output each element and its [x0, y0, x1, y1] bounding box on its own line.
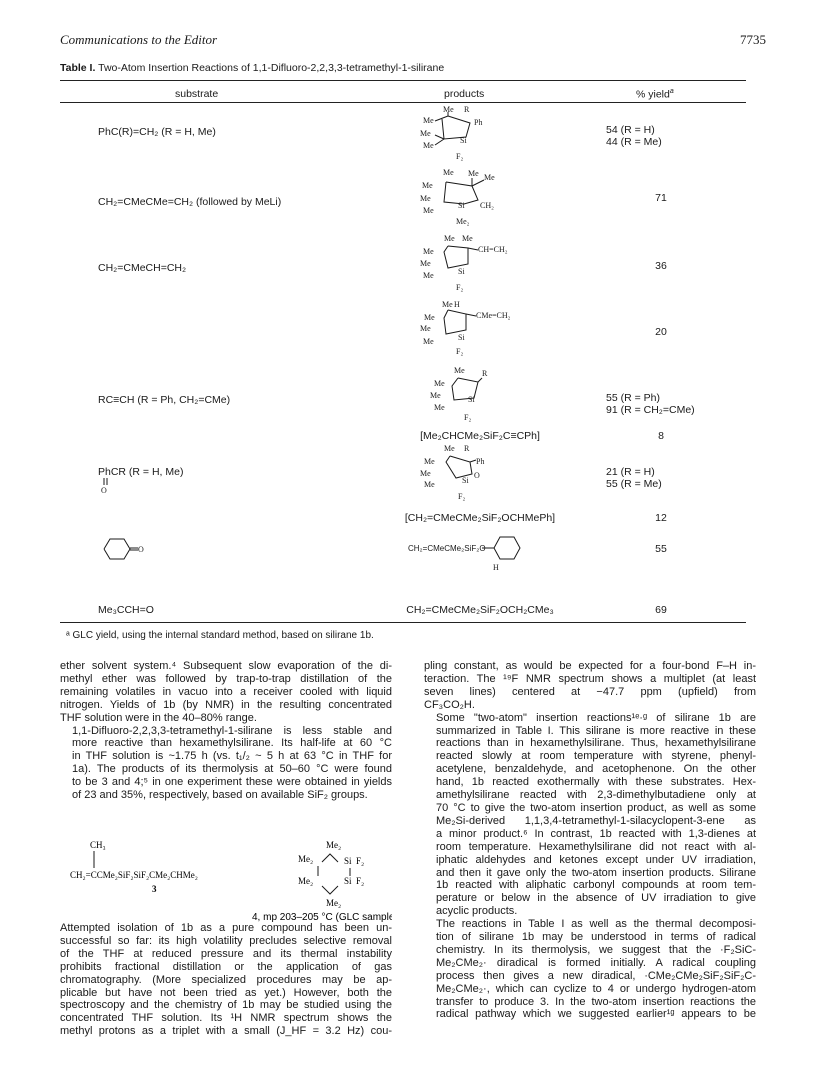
svg-text:Me: Me [442, 300, 453, 309]
svg-text:Ph: Ph [474, 118, 483, 127]
yield-row-4: 20 [655, 326, 667, 338]
product-structure-row-3 [420, 232, 540, 294]
yield-row-6: 8 [658, 430, 664, 442]
svg-text:F₂: F₂ [456, 152, 464, 161]
svg-text:CH₂=CCMe₂SiF₂SiF₂CMe₂CHMe₂: CH₂=CCMe₂SiF₂SiF₂CMe₂CHMe₂ [70, 870, 198, 880]
svg-text:Me: Me [424, 480, 435, 489]
left-column [60, 660, 392, 802]
svg-text:Ph: Ph [476, 457, 485, 466]
header-yield: % yield$^a$ [636, 88, 674, 101]
svg-text:Si: Si [468, 395, 475, 404]
svg-text:4, mp 203–205 °C (GLC sample): 4, mp 203–205 °C (GLC sample) [252, 912, 392, 923]
svg-text:Me: Me [420, 469, 431, 478]
yield-row-5-b: 91 (R = CH₂=CMe) [606, 404, 695, 416]
svg-text:Me: Me [423, 247, 434, 256]
product-row-6: [Me₂CHCMe₂SiF₂C≡CPh] [420, 430, 540, 442]
right-para-3: The reactions in Table I as well as the thermal decomposi- tion of silirane 1b may be understood in terms of radical chemistry. In its thermolysis, we suggest that the ·F₂SiC- Me₂CMe₂· diradical is formed initially. A radical coupling process then gives a new diradical, ·CMe₂CMe₂SiF₂SiF₂C- Me₂CMe₂·, which can cyclize to 4 or undergo hydrogen-atom transfer to produce 3. In the two-atom insertion reactions the radical pathway which we suggested earlier¹ᵍ appears to be [436, 918, 756, 1021]
substrate-row-2: CH₂=CMeCMe=CH₂ (followed by MeLi) [98, 196, 282, 208]
svg-text:Si: Si [460, 136, 467, 145]
svg-text:Me: Me [423, 116, 434, 125]
svg-text:Si: Si [462, 476, 469, 485]
table-bottom-rule [60, 622, 746, 623]
svg-text:3: 3 [152, 884, 157, 894]
svg-text:F₂: F₂ [356, 876, 365, 886]
product-cyclohexyl-ring [480, 532, 540, 572]
svg-text:O: O [101, 486, 107, 495]
yield-row-2: 71 [655, 192, 667, 204]
svg-text:Me: Me [423, 337, 434, 346]
substrate-row-5: RC≡CH (R = Ph, CH₂=CMe) [98, 394, 231, 406]
svg-text:Me: Me [434, 379, 445, 388]
header-products: products [444, 88, 485, 100]
svg-text:Me: Me [468, 169, 479, 178]
svg-text:Me₂: Me₂ [298, 854, 314, 864]
svg-text:Me: Me [423, 206, 434, 215]
svg-text:Me: Me [424, 313, 435, 322]
svg-text:O: O [138, 545, 144, 554]
svg-text:Si: Si [344, 876, 352, 886]
svg-text:F₂: F₂ [456, 347, 464, 356]
svg-text:Me₂: Me₂ [326, 840, 342, 850]
product-structure-row-1 [420, 103, 510, 165]
svg-text:Si: Si [458, 333, 465, 342]
svg-text:Me₂: Me₂ [298, 876, 314, 886]
svg-text:F₂: F₂ [356, 856, 365, 866]
substrate-row-1: PhC(R)=CH₂ (R = H, Me) [98, 126, 216, 138]
substrate-carbonyl-bond [98, 477, 118, 495]
table-title: Two-Atom Insertion Reactions of 1,1-Difluoro-2,2,3,3-tetramethyl-1-silirane [95, 62, 445, 74]
svg-text:Me₂: Me₂ [326, 898, 342, 908]
table-label: Table I. [60, 62, 96, 74]
svg-text:Me: Me [444, 234, 455, 243]
table-footnote: ᵃ GLC yield, using the internal standard method, based on silirane 1b. [66, 630, 374, 641]
svg-text:Me: Me [420, 324, 431, 333]
svg-text:Si: Si [344, 856, 352, 866]
yield-row-10: 69 [655, 604, 667, 616]
product-row-8: [CH₂=CMeCMe₂SiF₂OCHMePh] [404, 512, 556, 524]
svg-text:Si: Si [458, 267, 465, 276]
svg-text:CH₃: CH₃ [90, 840, 106, 850]
svg-text:H: H [454, 300, 460, 309]
yield-row-7-b: 55 (R = Me) [606, 478, 662, 490]
substrate-row-7: PhCR (R = H, Me) [98, 466, 184, 478]
product-structure-row-7 [420, 442, 520, 504]
svg-text:Me: Me [420, 259, 431, 268]
svg-text:CH=CH₂: CH=CH₂ [478, 245, 508, 254]
product-row-9: CH₂=CMeCMe₂SiF₂O [408, 544, 486, 553]
left-para-1: ether solvent system.⁴ Subsequent slow evaporation of the di- methyl ether was followed by trap-to-trap distillation of the remaining volatiles in vacuo into a receiver cooled with liquid nitrogen. Yields of 1b (by NMR) in the resulting concentrated THF solution were in the 40–80% range. [60, 660, 392, 724]
left-para-3: Attempted isolation of 1b as a pure compound has been un- successful so far: its high volatility precludes selective removal of the THF at reduced pressure and its thermal instability prohibits fractional distillation or the application of gas chromatography. (More specialized procedures may be ap- plicable but have not been tried as yet.) However, both the spectroscopy and the chemistry of 1b may be studied using the concentrated THF solution. Its ¹H NMR spectrum shows the methyl protons as a triplet with a small (J_HF = 3.2 Hz) cou- [60, 922, 392, 1038]
product-row-10: CH₂=CMeCMe₂SiF₂OCH₂CMe₃ [406, 604, 554, 616]
svg-text:Me: Me [434, 403, 445, 412]
svg-text:CMe=CH₂: CMe=CH₂ [476, 311, 511, 320]
svg-text:Me: Me [420, 194, 431, 203]
svg-text:R: R [482, 369, 488, 378]
svg-text:F₂: F₂ [458, 492, 466, 501]
substrate-cyclohexanone [98, 536, 148, 562]
right-para-1: pling constant, as would be expected for a four-bond F–H in- teraction. The ¹⁹F NMR spectrum shows a multiplet (at least seven lines) centered at −47.7 ppm (upfield) from CF₃CO₂H. [424, 660, 756, 711]
table-header-rule [60, 102, 746, 103]
svg-text:Me₂: Me₂ [456, 217, 470, 226]
svg-text:Me: Me [420, 129, 431, 138]
product-structure-row-2 [420, 166, 530, 228]
table-top-rule [60, 80, 746, 81]
product-structure-row-4 [420, 298, 550, 360]
table-caption [60, 62, 444, 74]
header-substrate: substrate [175, 88, 219, 100]
svg-text:Me: Me [462, 234, 473, 243]
yield-row-1-a: 54 (R = H) [606, 124, 655, 136]
left-column-lower [60, 922, 392, 1038]
yield-row-9: 55 [655, 543, 667, 555]
yield-row-5-a: 55 (R = Ph) [606, 392, 660, 404]
svg-text:Si: Si [458, 201, 465, 210]
svg-text:Me: Me [443, 168, 454, 177]
svg-text:F₂: F₂ [456, 283, 464, 292]
right-para-2: Some "two-atom" insertion reactions¹ᵉ·ᵍ of silirane 1b are summarized in Table I. This silirane is more reactive in these reactions than in hexamethylsilirane. Thus, hexamethylsilirane reacted slowly at room temperature with styrene, phenyl- acetylene, benzaldehyde, and acetophenone. On the other hand, 1b reacted exothermally with these substrates. Hex- amethylsilirane reacted with 2,3-dimethylbutadiene only at 70 °C to give the two-atom insertion product, as well as some Me₂Si-derived 1,1,3,4-tetramethyl-1-silacyclopent-3-ene as a minor product.⁶ In contrast, 1b reacted with 1,3-dienes at room temperature. Hexamethylsilirane did not react with al- iphatic aldehydes and ketones except under UV irradiation, and then it gave only the two-atom insertion products. Silirane 1b reacted with aliphatic carbonyl compounds at room tem- perature or below in the absence of UV irradiation to give acyclic products. [436, 711, 756, 918]
svg-text:Me: Me [443, 105, 454, 114]
running-head: Communications to the Editor [60, 32, 218, 47]
svg-text:Me: Me [422, 181, 433, 190]
yield-row-1-b: 44 (R = Me) [606, 136, 662, 148]
svg-text:H: H [493, 563, 499, 572]
left-para-2: 1,1-Difluoro-2,2,3,3-tetramethyl-1-silirane is less stable and more reactive than hexamethylsilirane. Its half-life at 60 °C in THF solution is ~1.75 h (vs. t₁/₂ ~ 5 h at 63 °C in THF for 1a). The products of its thermolysis at 50–60 °C were found to be 3 and 4;⁵ in one experiment these were obtained in yields of 23 and 35%, respectively, based on available SiF₂ groups. [72, 724, 392, 802]
substrate-row-3: CH₂=CMeCH=CH₂ [98, 262, 187, 274]
svg-text:Me: Me [423, 141, 434, 150]
svg-text:Me: Me [424, 457, 435, 466]
svg-text:Me: Me [423, 271, 434, 280]
svg-text:R: R [464, 105, 470, 114]
svg-text:F₂: F₂ [464, 413, 472, 422]
right-column [424, 660, 756, 1021]
svg-text:Me: Me [454, 366, 465, 375]
svg-text:O: O [474, 471, 480, 480]
yield-footnote-mark: a [669, 88, 674, 95]
yield-row-8: 12 [655, 512, 667, 524]
page-number: 7735 [740, 32, 766, 47]
product-structure-row-5 [420, 364, 510, 426]
svg-text:R: R [464, 444, 470, 453]
substrate-row-10: Me₃CCH=O [98, 604, 154, 616]
svg-text:Me: Me [430, 391, 441, 400]
svg-text:Me: Me [484, 173, 495, 182]
svg-text:CH₂: CH₂ [480, 201, 494, 210]
svg-text:Me: Me [444, 444, 455, 453]
yield-row-7-a: 21 (R = H) [606, 466, 655, 478]
yield-row-3: 36 [655, 260, 667, 272]
